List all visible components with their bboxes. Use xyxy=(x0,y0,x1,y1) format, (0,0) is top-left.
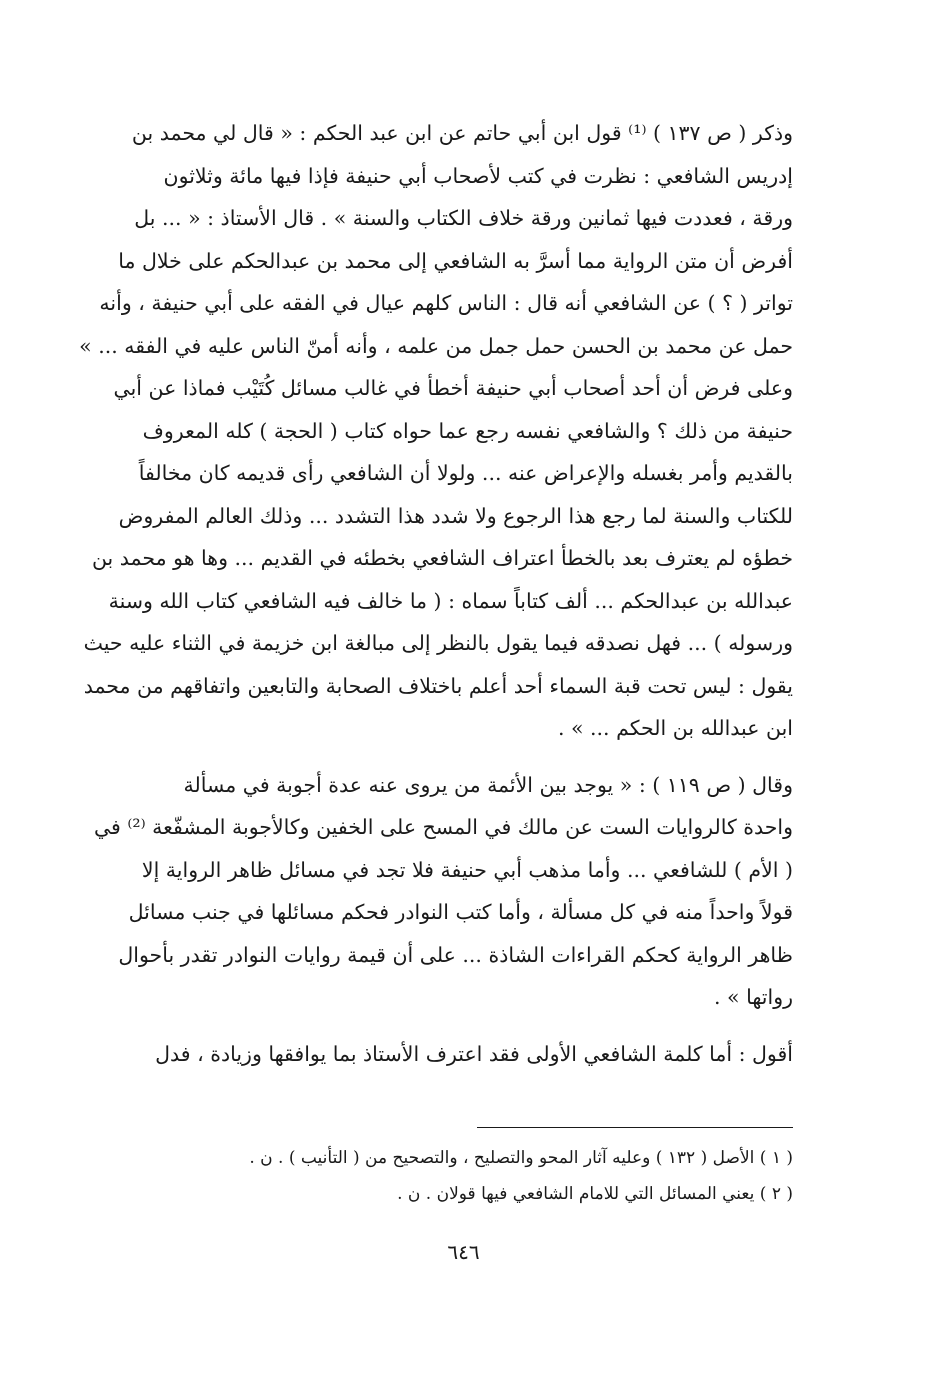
text-line: وذكر ( ص ١٣٧ ) ⁽¹⁾ قول ابن أبي حاتم عن ابن عبد الحكم : « قال لي محمد بن xyxy=(131,121,793,145)
page-number: ٦٤٦ xyxy=(447,1240,480,1264)
text-line: وقال ( ص ١١٩ ) : « يوجد بين الأئمة من يروى عنه عدة أجوبة في مسألة xyxy=(183,772,793,797)
footnote-2: ( ٢ ) يعني المسائل التي للامام الشافعي فيها قولان . ن . xyxy=(397,1184,793,1204)
footnote-divider xyxy=(477,1127,793,1128)
paragraph-3 xyxy=(77,1033,793,1076)
text-line: قولاً واحداً منه في كل مسألة ، وأما كتب النوادر فحكم مسائلها في جنب مسائل xyxy=(128,900,793,924)
text-line: أقول : أما كلمة الشافعي الأولى فقد اعترف الأستاذ بما يوافقها وزيادة ، فدل xyxy=(155,1041,793,1066)
text-line: أفرض أن متن الرواية مما أسرَّ به الشافعي إلى محمد بن عبدالحكم على خلال ما xyxy=(118,248,793,273)
paragraph-1 xyxy=(77,112,793,750)
text-line: ورسوله ) ... فهل نصدقه فيما يقول بالنظر إلى مبالغة ابن خزيمة في الثناء عليه حيث xyxy=(83,631,793,655)
text-line: ( الأم ) للشافعي ... وأما مذهب أبي حنيفة فلا تجد في مسائل ظاهر الرواية إلا xyxy=(141,857,793,882)
footnotes xyxy=(77,1140,793,1212)
text-line: حنيفة من ذلك ؟ والشافعي نفسه رجع عما حواه كتاب ( الحجة ) كله المعروف xyxy=(142,418,793,443)
text-line: ظاهر الرواية كحكم القراءات الشاذة ... على أن قيمة روايات النوادر تقدر بأحوال xyxy=(118,942,793,967)
text-line: خطؤه لم يعترف بعد بالخطأ اعتراف الشافعي بخطئه في القديم ... وها هو محمد بن xyxy=(91,546,793,570)
text-line: وعلى فرض أن أحد أصحاب أبي حنيفة أخطأ في غالب مسائل كُتَيْب فماذا عن أبي xyxy=(113,376,793,400)
text-line: واحدة كالروايات الست عن مالك في المسح على الخفين وكالأجوبة المشفّعة ⁽²⁾ في xyxy=(93,815,793,839)
text-line: ابن عبدالله بن الحكم ... » . xyxy=(557,716,793,740)
text-line: عبدالله بن عبدالحكم ... ألف كتاباً سماه : ( ما خالف فيه الشافعي كتاب الله وسنة xyxy=(108,588,793,613)
text-line: تواتر ( ؟ ) عن الشافعي أنه قال : الناس كلهم عيال في الفقه على أبي حنيفة ، وأنه xyxy=(99,291,793,315)
paragraph-spacer xyxy=(77,750,793,764)
text-line: رواتها » . xyxy=(714,985,793,1009)
text-line: بالقديم وأمر بغسله والإعراض عنه ... ولولا أن الشافعي رأى قديمه كان مخالفاً xyxy=(138,461,793,485)
text-line: ورقة ، فعددت فيها ثمانين ورقة خلاف الكتاب والسنة » . قال الأستاذ : « ... بل xyxy=(134,206,793,230)
paragraph-spacer xyxy=(77,1019,793,1033)
text-line: إدريس الشافعي : نظرت في كتب لأصحاب أبي حنيفة فإذا فيها مائة وثلاثون xyxy=(163,163,793,188)
text-line: يقول : ليس تحت قبة السماء أحد أعلم باختلاف الصحابة والتابعين واتفاقهم من محمد xyxy=(83,673,793,698)
text-line: للكتاب والسنة لما رجع هذا الرجوع ولا شدد هذا التشدد ... وذلك العالم المفروض xyxy=(118,503,793,528)
footnote-1: ( ١ ) الأصل ( ١٣٢ ) وعليه آثار المحو والتصليح ، والتصحيح من ( التأنيب ) . ن . xyxy=(249,1148,793,1168)
text-line: حمل عن محمد بن الحسن حمل جمل من علمه ، وأنه أمنّ الناس عليه في الفقه ... » xyxy=(79,333,793,358)
paragraph-2 xyxy=(77,764,793,1019)
main-text xyxy=(77,112,793,1075)
